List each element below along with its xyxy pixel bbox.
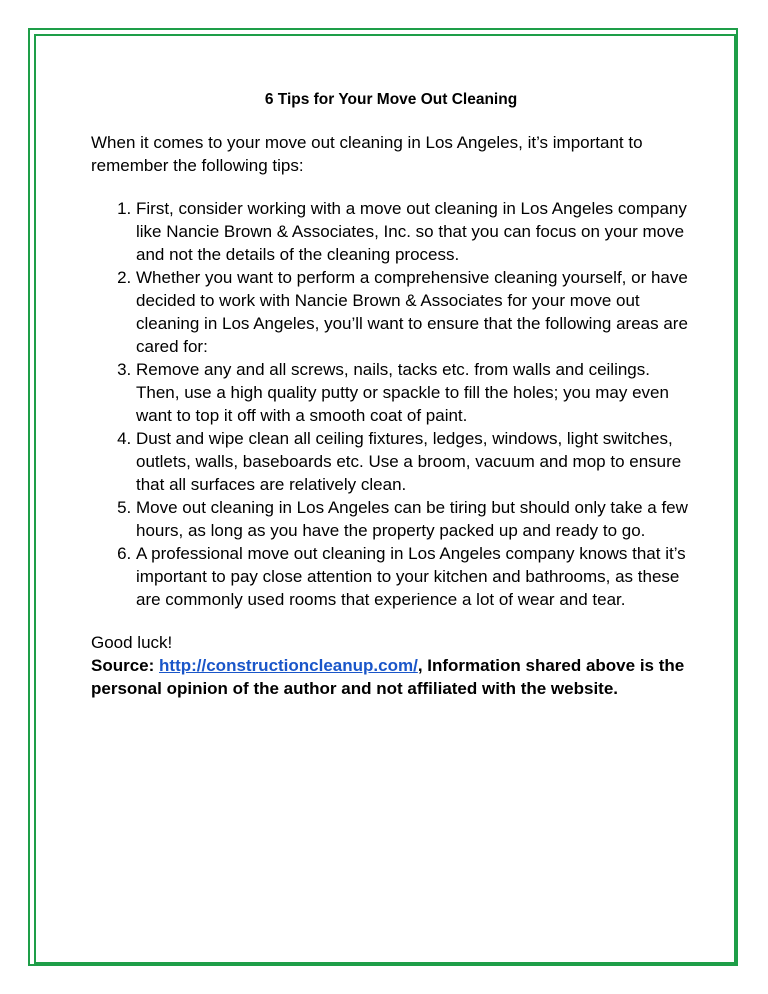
closing-line: Good luck!: [91, 633, 173, 652]
intro-paragraph: When it comes to your move out cleaning in Los Angeles, it’s important to remember the following tips:: [91, 133, 643, 175]
source-label: Source:: [91, 656, 155, 675]
tip-item: 4. Dust and wipe clean all ceiling fixtures, ledges, windows, light switches, outlets, walls, baseboards etc. Use a broom, vacuum and mop to ensure that all surfaces are relatively clean.: [136, 427, 691, 496]
tip-item: 2. Whether you want to perform a comprehensive cleaning yourself, or have decided to work with Nancie Brown & Associates for your move out cleaning in Los Angeles, you’ll want to ensure that the following areas are cared for:: [136, 266, 691, 358]
tip-item: 5. Move out cleaning in Los Angeles can be tiring but should only take a few hours, as long as you have the property packed up and ready to go.: [136, 496, 691, 542]
document-body: [91, 88, 691, 700]
document-title: 6 Tips for Your Move Out Cleaning: [264, 91, 518, 108]
source-link[interactable]: http://constructioncleanup.com/: [159, 656, 418, 675]
tips-list: [91, 197, 691, 611]
tip-item: 6. A professional move out cleaning in Los Angeles company knows that it’s important to pay close attention to your kitchen and bathrooms, as these are commonly used rooms that experience a lot of wear and tear.: [136, 542, 691, 611]
tip-item: 3. Remove any and all screws, nails, tacks etc. from walls and ceilings. Then, use a high quality putty or spackle to fill the holes; you may even want to top it off with a smooth coat of paint.: [136, 358, 691, 427]
source-note: , Information shared above is the personal opinion of the author and not affiliated with the website.: [91, 656, 685, 698]
source-line: [91, 654, 691, 700]
tip-item: 1. First, consider working with a move out cleaning in Los Angeles company like Nancie Brown & Associates, Inc. so that you can focus on your move and not the details of the cleaning process.: [136, 197, 691, 266]
